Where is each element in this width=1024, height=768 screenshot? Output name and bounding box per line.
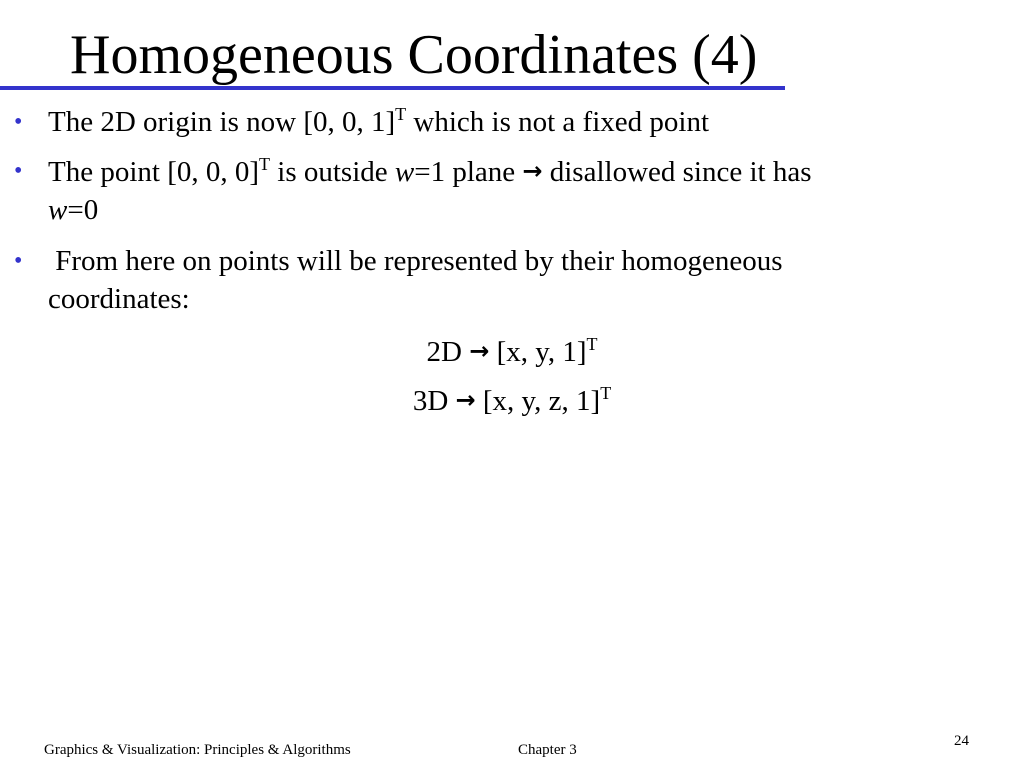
bullet-text-3 [48,242,978,318]
bullet-2-line-1 [48,152,978,191]
transpose-superscript: T [395,104,407,124]
bullet-3-line-1: From here on points will be represented by their homogeneous [48,245,783,277]
w-variable: w [394,156,415,188]
footer-book-title: Graphics & Visualization: Principles & Algorithms [44,742,351,758]
transpose-superscript: T [586,334,598,354]
formula-3d-rhs: [x, y, z, 1] [475,385,601,417]
title-underline [0,86,785,90]
bullet-2-part-4: disallowed since it has [542,156,812,188]
bullet-2-part-5: =0 [67,194,99,226]
slide-number: 24 [954,733,969,749]
bullet-3-line-2: coordinates: [48,283,190,315]
arrow-right-icon: → [469,337,490,365]
bullet-2-part-2: is outside [270,156,395,188]
formula-3d [0,381,1024,420]
bullet-dot-icon: • [14,158,23,184]
arrow-right-icon: → [455,386,476,414]
arrow-right-icon: → [522,157,543,185]
formula-2d [0,332,1024,371]
bullet-dot-icon: • [14,248,23,274]
bullet-2-part-1: The point [0, 0, 0] [48,156,260,188]
w-variable: w [48,194,68,226]
formula-2d-rhs: [x, y, 1] [489,336,587,368]
formula-3d-lhs: 3D [412,385,456,417]
bullet-text-1 [48,103,978,141]
bullet-1-part-2: which is not a fixed point [406,106,709,138]
bullet-1-line-1 [48,103,978,141]
bullet-text-2 [48,152,978,229]
formula-2d-lhs: 2D [426,336,470,368]
transpose-superscript: T [259,154,271,174]
transpose-superscript: T [600,383,612,403]
footer-chapter: Chapter 3 [518,742,577,758]
slide-title: Homogeneous Coordinates (4) [70,24,758,86]
bullet-2-line-2 [48,191,978,229]
bullet-1-part-1: The 2D origin is now [0, 0, 1] [48,106,396,138]
bullet-dot-icon: • [14,109,23,135]
bullet-2-part-3: =1 plane [414,156,523,188]
